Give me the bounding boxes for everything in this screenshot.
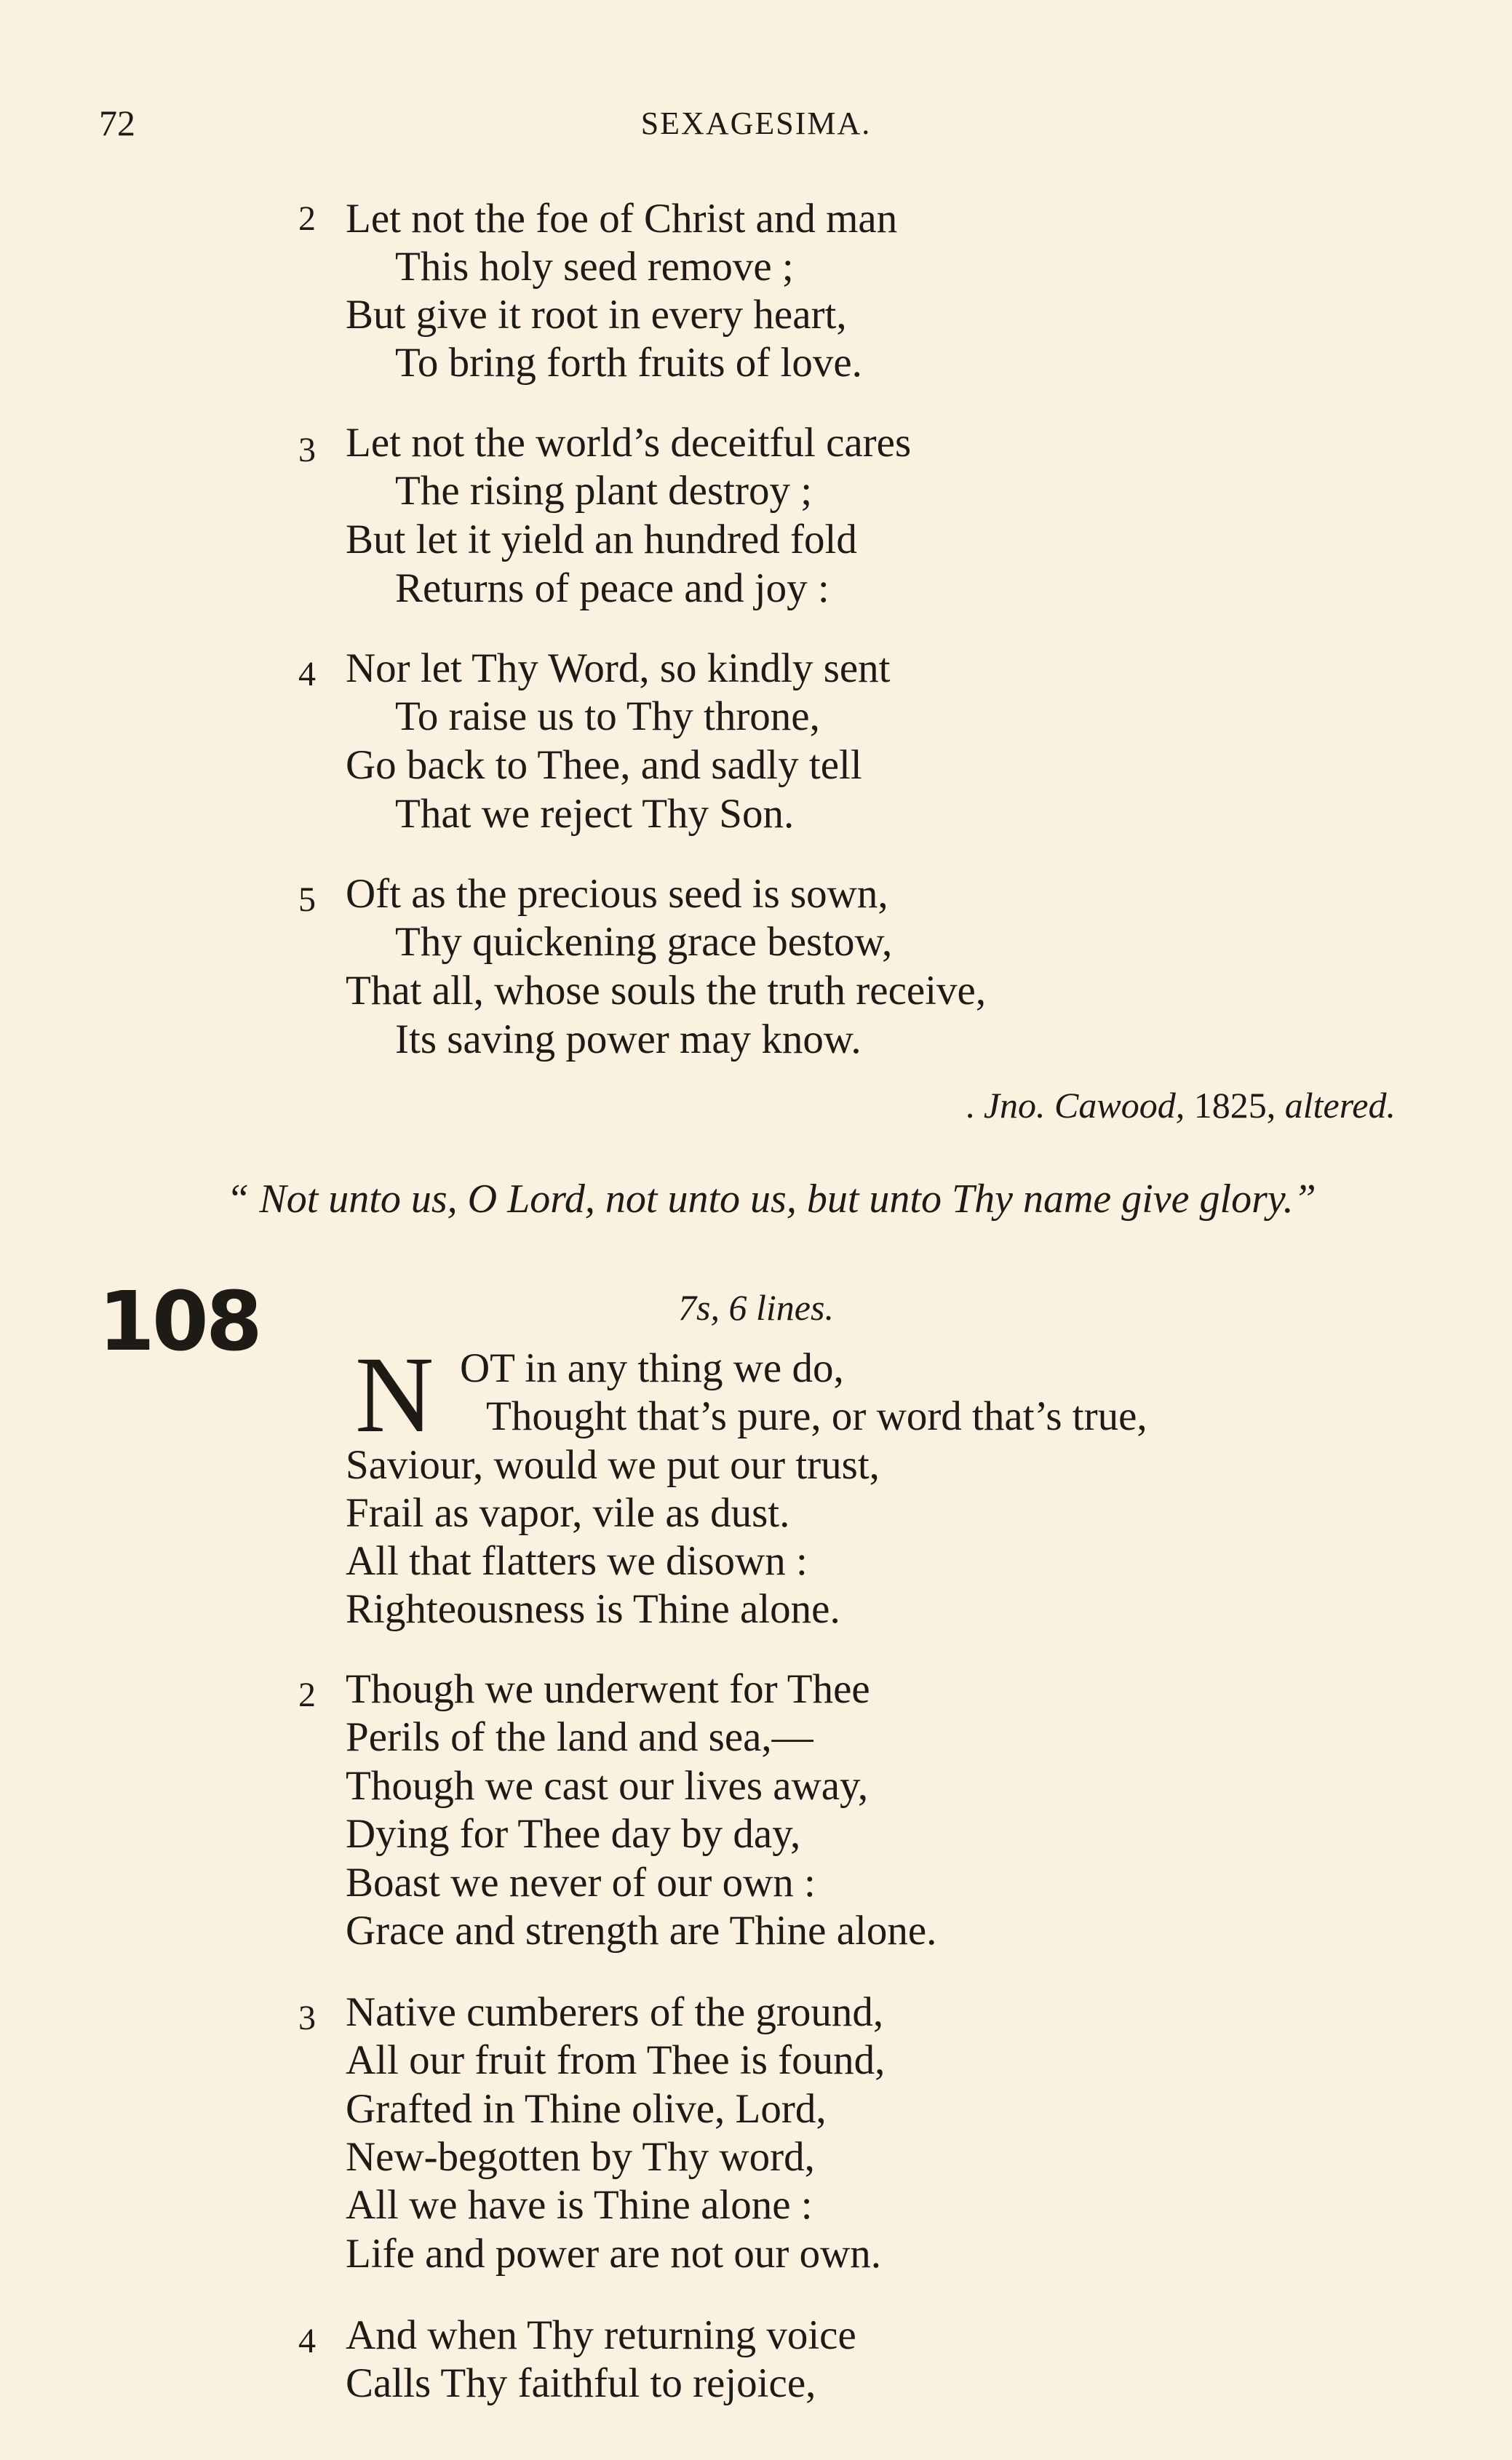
hymn-line: That we reject Thy Son.: [395, 791, 795, 837]
hymn-line: To raise us to Thy throne,: [395, 693, 820, 739]
hymn-line: But let it yield an hundred fold: [346, 517, 857, 562]
hymn-line: Frail as vapor, vile as dust.: [346, 1490, 790, 1536]
hymn-line: Oft as the precious seed is sown,: [346, 871, 888, 917]
hymn-line: Its saving power may know.: [395, 1016, 862, 1062]
verse-number: 4: [298, 655, 316, 693]
hymn-line: The rising plant destroy ;: [395, 468, 813, 514]
hymn-line: Saviour, would we put our trust,: [346, 1442, 880, 1488]
verse-number: 2: [298, 1676, 316, 1714]
hymn-line: Boast we never of our own :: [346, 1860, 816, 1906]
hymn-line: This holy seed remove ;: [395, 244, 794, 290]
author-attribution: . Jno. Cawood, 1825, altered.: [965, 1085, 1396, 1126]
hymn-line: To bring forth fruits of love.: [395, 340, 862, 386]
hymn-line: All we have is Thine alone :: [346, 2182, 813, 2228]
attribution-note: altered.: [1284, 1085, 1396, 1126]
page-header: [0, 102, 1512, 146]
hymn-line: Life and power are not our own.: [346, 2231, 881, 2277]
hymn-line: New-begotten by Thy word,: [346, 2134, 815, 2180]
verse-number: 3: [298, 1999, 316, 2037]
hymn-line: Grafted in Thine olive, Lord,: [346, 2086, 827, 2132]
hymn-line: Go back to Thee, and sadly tell: [346, 742, 862, 788]
hymn-line: OT in any thing we do,: [460, 1345, 844, 1391]
hymn-line: Though we cast our lives away,: [346, 1763, 869, 1809]
attribution-year: 1825,: [1193, 1085, 1276, 1126]
author-name: Jno. Cawood,: [983, 1085, 1185, 1126]
hymn-line: Calls Thy faithful to rejoice,: [346, 2360, 816, 2406]
hymn-line: Grace and strength are Thine alone.: [346, 1908, 937, 1954]
hymn-line: Native cumberers of the ground,: [346, 1989, 884, 2035]
scripture-epigraph: “ Not unto us, O Lord, not unto us, but unto Thy name give glory.”: [226, 1177, 1316, 1222]
hymn-line: And when Thy returning voice: [346, 2312, 856, 2358]
verse-number: 4: [298, 2322, 316, 2360]
hymn-line: Returns of peace and joy :: [395, 565, 829, 611]
hymn-line: Thought that’s pure, or word that’s true,: [486, 1393, 1147, 1439]
hymn-line: Perils of the land and sea,—: [346, 1714, 813, 1760]
hymn-line: All our fruit from Thee is found,: [346, 2037, 886, 2083]
hymn-line: Let not the foe of Christ and man: [346, 196, 898, 242]
page-number: 72: [99, 103, 135, 143]
drop-cap-letter: N: [355, 1334, 434, 1455]
hymn-line: Nor let Thy Word, so kindly sent: [346, 645, 891, 691]
hymn-line: Let not the world’s deceitful cares: [346, 420, 912, 466]
hymn-line: But give it root in every heart,: [346, 292, 847, 338]
running-head: SEXAGESIMA.: [640, 106, 872, 141]
hymn-line: Righteousness is Thine alone.: [346, 1586, 840, 1632]
hymn-line: Thy quickening grace bestow,: [395, 919, 893, 965]
verse-number: 5: [298, 880, 316, 919]
hymn-line: That all, whose souls the truth receive,: [346, 968, 987, 1014]
hymn-line: Dying for Thee day by day,: [346, 1811, 801, 1857]
hymn-line: Though we underwent for Thee: [346, 1666, 870, 1712]
hymn-line: All that flatters we disown :: [346, 1538, 808, 1584]
hymn-meter: 7s, 6 lines.: [678, 1287, 834, 1328]
verse-number: 3: [298, 431, 316, 469]
hymn-number: 108: [98, 1275, 260, 1369]
verse-number: 2: [298, 199, 316, 238]
